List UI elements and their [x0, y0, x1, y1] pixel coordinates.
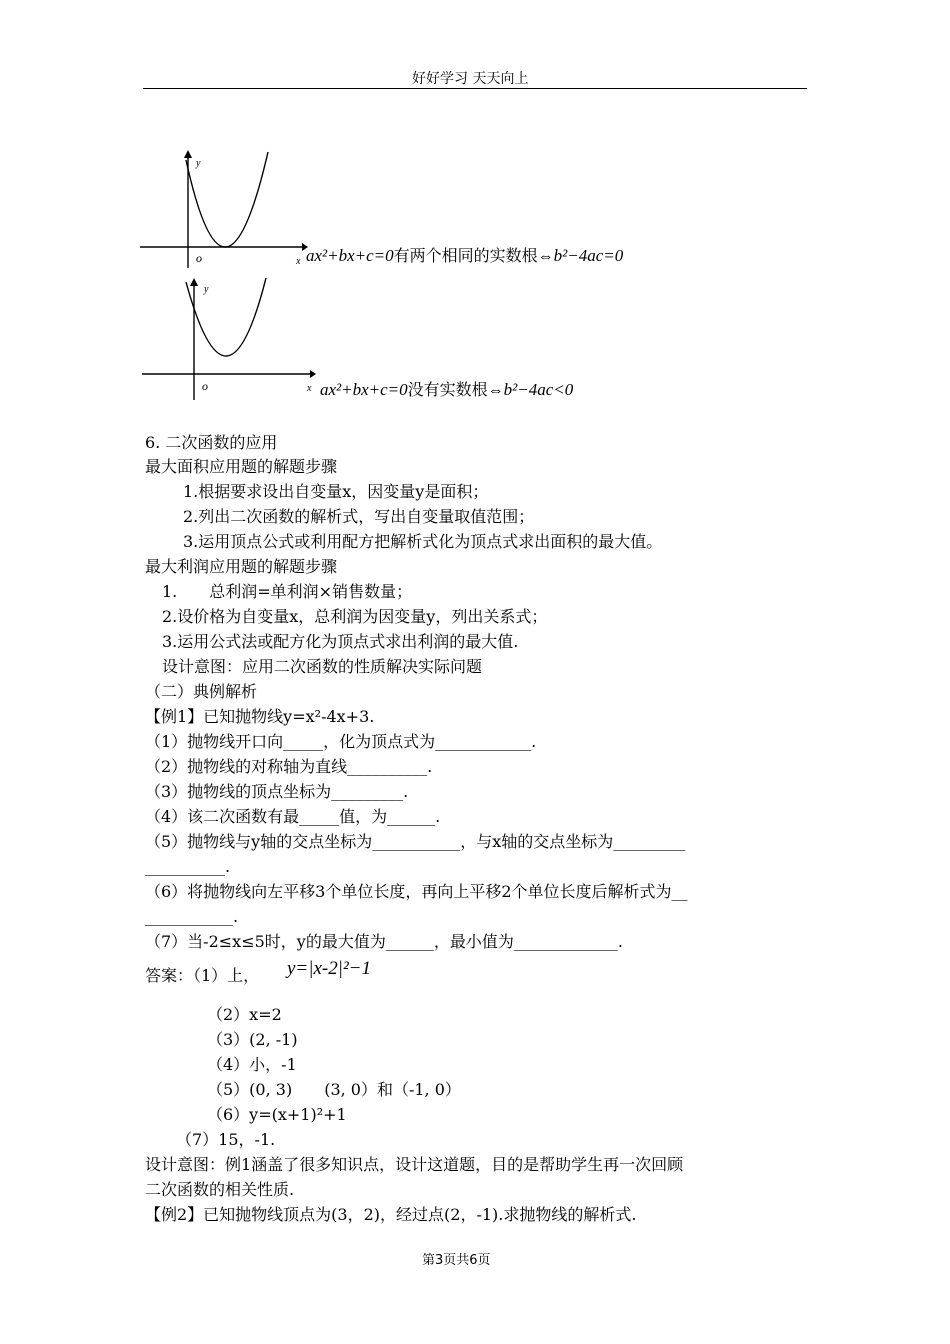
parabola-graph-2 — [142, 276, 322, 402]
answer-1-formula: y=|x-2|²−1 — [287, 958, 371, 979]
graph-1-o-label: o — [196, 251, 202, 265]
graph-2-y-label: y — [204, 284, 209, 295]
answer-label: 答案：（1）上， — [145, 966, 260, 985]
graph-2-caption — [320, 380, 573, 401]
example-1-question-4: （4）该二次函数有最_____值，为______. — [145, 807, 441, 826]
graph-1-x-label: x — [296, 256, 301, 267]
parabola-graph-1 — [140, 148, 310, 268]
answer-3: （3）(2, -1) — [207, 1030, 298, 1049]
answer-5: （5）(0, 3) (3, 0）和（-1, 0） — [207, 1080, 461, 1099]
graph-2-equation: ax²+bx+c=0 — [320, 380, 408, 399]
examples-title: （二）典例解析 — [145, 682, 258, 701]
profit-step-2: 2.设价格为自变量x，总利润为因变量y，列出关系式； — [162, 607, 548, 626]
graph-2-x-label: x — [307, 383, 312, 394]
page-header-title: 好好学习 天天向上 — [412, 71, 529, 87]
area-step-1: 1.根据要求设出自变量x，因变量y是面积； — [183, 482, 489, 501]
example-2-title: 【例2】已知抛物线顶点为(3，2)，经过点(2，-1).求抛物线的解析式. — [145, 1205, 637, 1224]
example-1-question-3: （3）抛物线的顶点坐标为_________. — [145, 782, 409, 801]
area-steps-title: 最大面积应用题的解题步骤 — [145, 457, 338, 476]
example-1-question-5: （5）抛物线与y轴的交点坐标为___________，与x轴的交点坐标为_________ — [145, 832, 686, 851]
example-1-question-2: （2）抛物线的对称轴为直线__________. — [145, 757, 433, 776]
profit-step-3: 3.运用公式法或配方化为顶点式求出利润的最大值. — [162, 632, 519, 651]
graph-1-caption — [306, 246, 623, 267]
answer-2: （2）x=2 — [207, 1005, 282, 1024]
header-divider — [143, 88, 807, 89]
graph-1-y-label: y — [196, 158, 201, 169]
graph-1-equation: ax²+bx+c=0 — [306, 246, 394, 265]
profit-steps-title: 最大利润应用题的解题步骤 — [145, 557, 338, 576]
section-6-design-intent: 设计意图：应用二次函数的性质解决实际问题 — [162, 657, 483, 676]
answer-7: （7）15，-1. — [176, 1130, 276, 1149]
section-6-title: 6. 二次函数的应用 — [145, 433, 278, 452]
example-1-design-intent: 设计意图：例1涵盖了很多知识点，设计这道题，目的是帮助学生再一次回顾 — [145, 1155, 684, 1174]
answer-4: （4）小，-1 — [207, 1055, 297, 1074]
graph-2-curve — [186, 278, 266, 356]
area-step-3: 3.运用顶点公式或利用配方把解析式化为顶点式求出面积的最大值。 — [183, 532, 663, 551]
profit-step-1: 1. 总利润=单利润×销售数量； — [162, 582, 413, 601]
example-1-design-intent-cont: 二次函数的相关性质. — [145, 1180, 295, 1199]
graph-1-condition: b²−4ac=0 — [553, 246, 624, 265]
example-1-question-7: （7）当-2≤x≤5时，y的最大值为______，最小值为_____________. — [145, 932, 623, 951]
example-1-question-6: （6）将抛物线向左平移3个单位长度，再向上平移2个单位长度后解析式为__ — [145, 882, 688, 901]
example-1-question-1: （1）抛物线开口向_____，化为顶点式为____________. — [145, 732, 537, 751]
example-1-title: 【例1】已知抛物线y=x²-4x+3. — [145, 707, 375, 726]
graph-1-text: 有两个相同的实数根⇔ — [393, 248, 554, 265]
answer-6: （6）y=(x+1)²+1 — [207, 1105, 347, 1124]
graph-2-text: 没有实数根⇔ — [407, 382, 504, 399]
graph-1-axes — [140, 150, 308, 268]
page-footer: 第3页共6页 — [422, 1253, 491, 1268]
area-step-2: 2.列出二次函数的解析式，写出自变量取值范围； — [183, 507, 535, 526]
graph-2-o-label: o — [202, 379, 208, 393]
graph-2-axes — [142, 278, 316, 400]
example-1-question-5-cont: __________. — [145, 857, 231, 876]
graph-2-condition: b²−4ac<0 — [503, 380, 574, 399]
example-1-question-6-cont: ___________. — [145, 907, 239, 926]
